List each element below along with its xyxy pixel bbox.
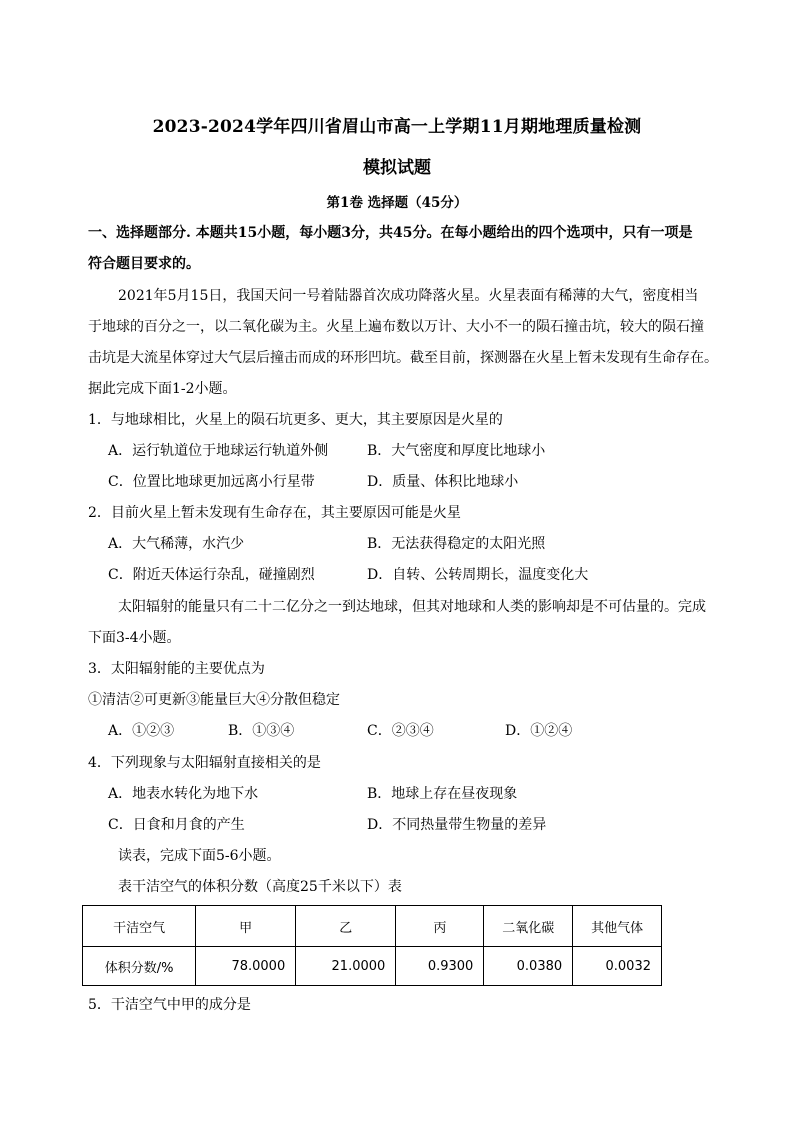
passage3-text: 读表，完成下面5-6小题。 <box>118 848 281 864</box>
passage1-line-4: 据此完成下面1-2小题。 <box>88 381 237 397</box>
question-2-option-d: D．自转、公转周期长，温度变化大 <box>367 567 589 583</box>
section-heading: 第1卷 选择题（45分） <box>326 195 468 211</box>
question-4-option-c: C．日食和月食的产生 <box>108 817 245 833</box>
table-header-cell: 干洁空气 <box>83 906 196 947</box>
passage1-line-3: 击坑是大流星体穿过大气层后撞击而成的环形凹坑。截至目前，探测器在火星上暂未发现有生命存在。 <box>88 350 718 366</box>
question-2-option-a: A．大气稀薄，水汽少 <box>108 536 245 552</box>
table-header-cell: 甲 <box>196 906 296 947</box>
table-cell: 0.0380 <box>484 947 573 986</box>
table-header-row <box>83 906 662 947</box>
question-2-stem: 2．目前火星上暂未发现有生命存在，其主要原因可能是火星 <box>88 505 461 521</box>
instructions-line-2: 符合题目要求的。 <box>88 256 200 272</box>
question-1-option-d: D．质量、体积比地球小 <box>367 474 519 490</box>
table-header-cell: 其他气体 <box>573 906 662 947</box>
table-cell: 体积分数/% <box>83 947 196 986</box>
passage1-line-1: 2021年5月15日，我国天问一号着陆器首次成功降落火星。火星表面有稀薄的大气，密度相当 <box>118 288 699 304</box>
table-header-cell: 二氧化碳 <box>484 906 573 947</box>
passage2-line-2: 下面3-4小题。 <box>88 630 181 646</box>
table-header-cell: 乙 <box>296 906 396 947</box>
question-1-stem: 1．与地球相比，火星上的陨石坑更多、更大，其主要原因是火星的 <box>88 412 503 428</box>
question-4-option-b: B．地球上存在昼夜现象 <box>367 786 518 802</box>
question-4-option-a: A．地表水转化为地下水 <box>108 786 259 802</box>
question-2-option-c: C．附近天体运行杂乱，碰撞剧烈 <box>108 567 315 583</box>
question-2-option-b: B．无法获得稳定的太阳光照 <box>367 536 546 552</box>
question-4-option-d: D．不同热量带生物量的差异 <box>367 817 547 833</box>
question-1-option-a: A．运行轨道位于地球运行轨道外侧 <box>108 443 329 459</box>
question-1-option-c: C．位置比地球更加远离小行星带 <box>108 474 315 490</box>
table-cell: 0.0032 <box>573 947 662 986</box>
table-header-cell: 丙 <box>396 906 484 947</box>
question-1-option-b: B．大气密度和厚度比地球小 <box>367 443 546 459</box>
question-3-choices: ①清洁②可更新③能量巨大④分散但稳定 <box>88 692 340 708</box>
passage1-line-2: 于地球的百分之一，以二氧化碳为主。火星上遍布数以万计、大小不一的陨石撞击坑，较大的陨石撞 <box>88 319 704 335</box>
table-row <box>83 947 662 986</box>
instructions-line-1: 一、选择题部分. 本题共15小题，每小题3分，共45分。在每小题给出的四个选项中，只有一项是 <box>88 225 693 241</box>
exam-subtitle: 模拟试题 <box>363 158 431 178</box>
question-4-stem: 4．下列现象与太阳辐射直接相关的是 <box>88 755 321 771</box>
question-3-option-c: C．②③④ <box>367 723 434 739</box>
passage2-line-1: 太阳辐射的能量只有二十二亿分之一到达地球，但其对地球和人类的影响却是不可估量的。完成 <box>118 599 706 615</box>
exam-title: 2023-2024学年四川省眉山市高一上学期11月期地理质量检测 <box>152 117 642 137</box>
table-caption: 表干洁空气的体积分数（高度25千米以下）表 <box>118 879 402 895</box>
question-3-option-a: A．①②③ <box>108 723 175 739</box>
air-composition-table <box>82 905 662 986</box>
question-5-stem: 5．干洁空气中甲的成分是 <box>88 997 251 1013</box>
question-3-option-d: D．①②④ <box>505 723 573 739</box>
table-cell: 21.0000 <box>296 947 396 986</box>
table-cell: 0.9300 <box>396 947 484 986</box>
question-3-stem: 3．太阳辐射能的主要优点为 <box>88 661 265 677</box>
table-cell: 78.0000 <box>196 947 296 986</box>
question-3-option-b: B．①③④ <box>228 723 295 739</box>
